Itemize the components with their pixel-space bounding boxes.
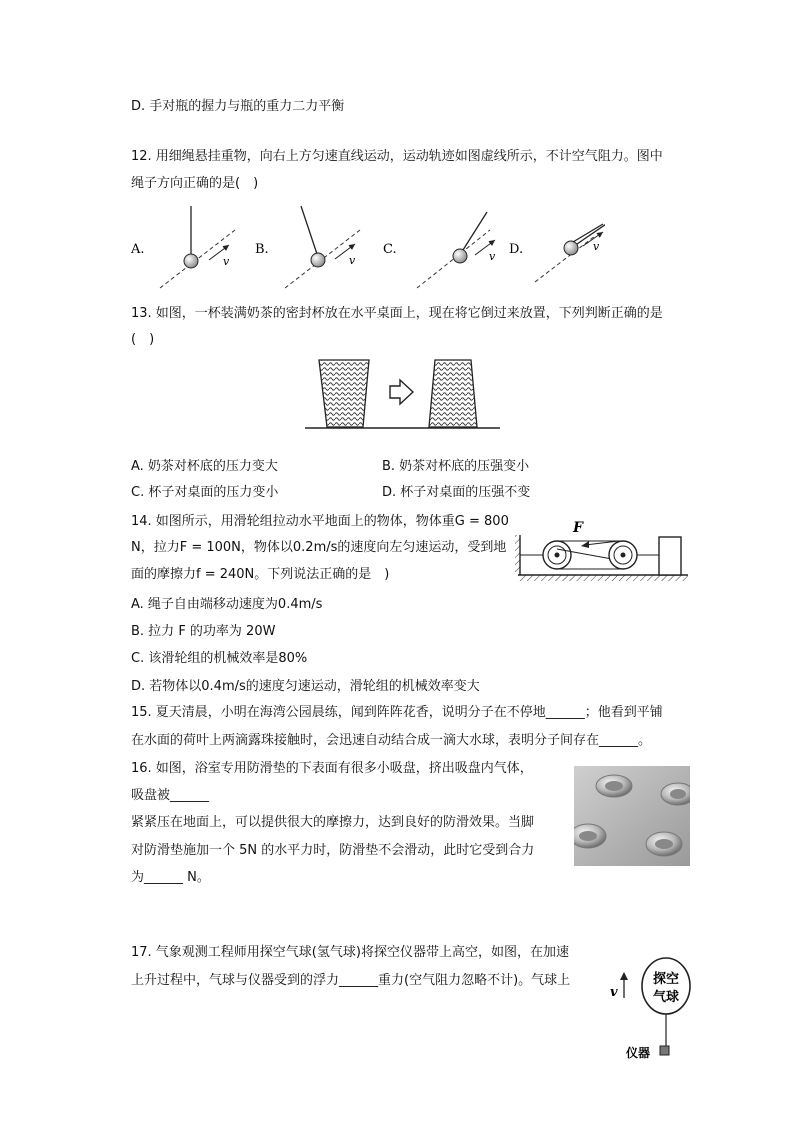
q16-stem-line5: 为______ N。 bbox=[131, 870, 210, 885]
q13-stem-line1: 13. 如图，一杯装满奶茶的密封杯放在水平桌面上，现在将它倒过来放置，下列判断正确的是 bbox=[131, 306, 663, 321]
q12-figure bbox=[125, 200, 605, 296]
q16-stem-line2: 吸盘被______ bbox=[131, 788, 210, 803]
q12-option-c-figure bbox=[383, 212, 496, 288]
q12-option-d-figure bbox=[509, 218, 605, 282]
q12-v-a: v bbox=[223, 255, 230, 268]
q11-option-d: D. 手对瓶的握力与瓶的重力二力平衡 bbox=[131, 99, 345, 114]
q13-figure bbox=[305, 356, 505, 438]
q14-option-c: C. 该滑轮组的机械效率是80% bbox=[131, 651, 308, 666]
q12-stem-line1: 12. 用细绳悬挂重物，向右上方匀速直线运动，运动轨迹如图虚线所示，不计空气阻力。图中 bbox=[131, 149, 663, 164]
q14-stem-line3: 面的摩擦力f = 240N。下列说法正确的是 ) bbox=[131, 567, 390, 582]
q17-figure bbox=[604, 952, 694, 1068]
q12-label-d: D. bbox=[509, 242, 524, 257]
q12-v-c: v bbox=[489, 250, 496, 263]
q16-stem-line4: 对防滑垫施加一个 5N 的水平力时，防滑垫不会滑动，此时它受到合力 bbox=[131, 843, 535, 858]
q15-stem-line1: 15. 夏天清晨，小明在海湾公园晨练，闻到阵阵花香，说明分子在不停地______；他看到平铺 bbox=[131, 705, 663, 720]
q14-option-d: D. 若物体以0.4m/s的速度匀速运动，滑轮组的机械效率变大 bbox=[131, 679, 480, 694]
q12-v-d: v bbox=[593, 240, 600, 253]
q17-v-label: v bbox=[610, 985, 618, 1000]
q13-option-c: C. 杯子对桌面的压力变小 bbox=[131, 485, 279, 500]
q17-balloon-label-2: 气球 bbox=[652, 990, 680, 1005]
q17-instrument-label: 仪器 bbox=[626, 1046, 651, 1060]
q16-stem-line3: 紧紧压在地面上，可以提供很大的摩擦力，达到良好的防滑效果。当脚 bbox=[131, 815, 535, 830]
q13-option-a: A. 奶茶对杯底的压力变大 bbox=[131, 459, 278, 474]
q13-option-b: B. 奶茶对杯底的压强变小 bbox=[382, 459, 530, 474]
q16-stem-line1: 16. 如图，浴室专用防滑垫的下表面有很多小吸盘，挤出吸盘内气体， bbox=[131, 761, 533, 776]
q12-v-b: v bbox=[349, 254, 356, 267]
q14-option-b: B. 拉力 F 的功率为 20W bbox=[131, 624, 276, 639]
q16-photo bbox=[574, 766, 690, 870]
q12-option-b-figure bbox=[255, 206, 360, 288]
q12-label-a: A. bbox=[131, 242, 145, 257]
q15-stem-line2: 在水面的荷叶上两滴露珠接触时，会迅速自动结合成一滴大水球，表明分子间存在______。 bbox=[131, 733, 652, 748]
q12-label-c: C. bbox=[383, 242, 397, 257]
q12-label-b: B. bbox=[255, 242, 269, 257]
q13-option-d: D. 杯子对桌面的压强不变 bbox=[382, 485, 531, 500]
q12-stem-line2: 绳子方向正确的是( ) bbox=[131, 176, 259, 191]
q13-stem-line2: ( ) bbox=[131, 332, 155, 347]
q14-figure bbox=[515, 515, 690, 587]
q17-stem-line1: 17. 气象观测工程师用探空气球(氢气球)将探空仪器带上高空，如图，在加速 bbox=[131, 945, 569, 960]
q14-stem-line1: 14. 如图所示，用滑轮组拉动水平地面上的物体，物体重G = 800 bbox=[131, 514, 509, 529]
q17-balloon-label-1: 探空 bbox=[652, 972, 680, 987]
q12-option-a-figure bbox=[130, 206, 235, 288]
q14-force-label: F bbox=[573, 520, 583, 536]
q14-stem-line2: N，拉力F = 100N，物体以0.2m/s的速度向左匀速运动，受到地 bbox=[131, 540, 507, 555]
q14-option-a: A. 绳子自由端移动速度为0.4m/s bbox=[131, 597, 323, 612]
q17-stem-line2: 上升过程中，气球与仪器受到的浮力______重力(空气阻力忽略不计)。气球上 bbox=[131, 973, 571, 988]
